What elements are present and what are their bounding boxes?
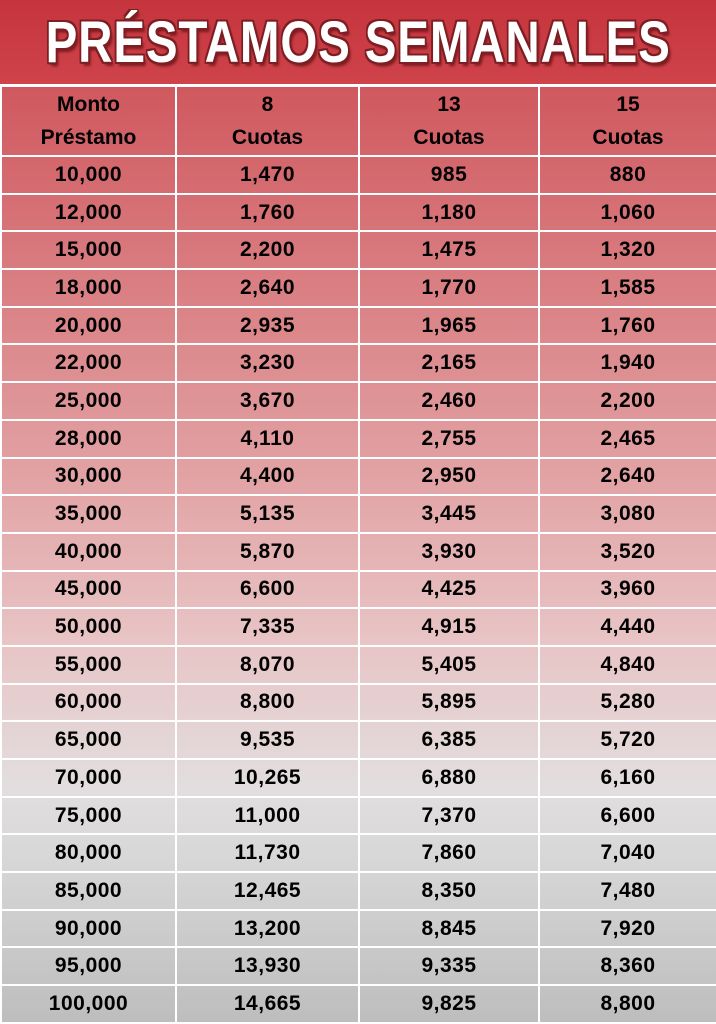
- cell-15-cuotas: 3,960: [539, 571, 716, 609]
- header-13-cuotas-line1: 13: [437, 93, 461, 116]
- table-row: [1, 684, 716, 722]
- cell-8-cuotas: 11,730: [176, 834, 359, 872]
- cell-13-cuotas: 2,460: [359, 382, 539, 420]
- table-row: [1, 420, 716, 458]
- table-row: [1, 608, 716, 646]
- cell-8-cuotas: 7,335: [176, 608, 359, 646]
- header-8-cuotas: [176, 86, 359, 157]
- cell-8-cuotas: 3,670: [176, 382, 359, 420]
- table-row: [1, 985, 716, 1023]
- header-8-cuotas-line1: 8: [261, 93, 274, 116]
- cell-15-cuotas: 2,640: [539, 458, 716, 496]
- cell-monto: 18,000: [1, 269, 176, 307]
- header-15-cuotas: [539, 86, 716, 157]
- cell-13-cuotas: 985: [359, 156, 539, 194]
- header-15-cuotas-line2: Cuotas: [592, 126, 664, 149]
- table-row: [1, 156, 716, 194]
- cell-15-cuotas: 8,800: [539, 985, 716, 1023]
- title-band: [0, 0, 716, 84]
- cell-monto: 22,000: [1, 344, 176, 382]
- cell-monto: 90,000: [1, 910, 176, 948]
- cell-monto: 40,000: [1, 533, 176, 571]
- cell-13-cuotas: 9,825: [359, 985, 539, 1023]
- cell-8-cuotas: 11,000: [176, 797, 359, 835]
- table-body: [1, 156, 716, 1023]
- cell-8-cuotas: 13,930: [176, 947, 359, 985]
- cell-monto: 10,000: [1, 156, 176, 194]
- cell-13-cuotas: 8,350: [359, 872, 539, 910]
- cell-15-cuotas: 4,440: [539, 608, 716, 646]
- cell-15-cuotas: 1,940: [539, 344, 716, 382]
- page-title: PRÉSTAMOS SEMANALES: [45, 9, 671, 75]
- cell-monto: 50,000: [1, 608, 176, 646]
- cell-13-cuotas: 9,335: [359, 947, 539, 985]
- table-row: [1, 910, 716, 948]
- cell-8-cuotas: 12,465: [176, 872, 359, 910]
- cell-monto: 85,000: [1, 872, 176, 910]
- cell-8-cuotas: 13,200: [176, 910, 359, 948]
- cell-15-cuotas: 6,600: [539, 797, 716, 835]
- table-row: [1, 458, 716, 496]
- cell-15-cuotas: 3,520: [539, 533, 716, 571]
- table-row: [1, 571, 716, 609]
- cell-monto: 20,000: [1, 307, 176, 345]
- cell-8-cuotas: 5,870: [176, 533, 359, 571]
- cell-8-cuotas: 8,070: [176, 646, 359, 684]
- cell-8-cuotas: 2,200: [176, 231, 359, 269]
- header-15-cuotas-line1: 15: [616, 93, 640, 116]
- table-row: [1, 194, 716, 232]
- cell-15-cuotas: 7,480: [539, 872, 716, 910]
- cell-monto: 60,000: [1, 684, 176, 722]
- cell-13-cuotas: 6,880: [359, 759, 539, 797]
- cell-13-cuotas: 1,180: [359, 194, 539, 232]
- header-13-cuotas: [359, 86, 539, 157]
- cell-15-cuotas: 5,280: [539, 684, 716, 722]
- cell-8-cuotas: 1,760: [176, 194, 359, 232]
- table-row: [1, 344, 716, 382]
- cell-15-cuotas: 3,080: [539, 495, 716, 533]
- cell-13-cuotas: 8,845: [359, 910, 539, 948]
- cell-15-cuotas: 7,040: [539, 834, 716, 872]
- cell-13-cuotas: 3,930: [359, 533, 539, 571]
- cell-13-cuotas: 6,385: [359, 721, 539, 759]
- cell-8-cuotas: 3,230: [176, 344, 359, 382]
- table-row: [1, 834, 716, 872]
- cell-monto: 70,000: [1, 759, 176, 797]
- loan-table-container: [0, 84, 716, 1024]
- cell-15-cuotas: 2,200: [539, 382, 716, 420]
- cell-monto: 100,000: [1, 985, 176, 1023]
- table-row: [1, 759, 716, 797]
- cell-8-cuotas: 2,640: [176, 269, 359, 307]
- cell-monto: 75,000: [1, 797, 176, 835]
- cell-15-cuotas: 1,060: [539, 194, 716, 232]
- cell-8-cuotas: 1,470: [176, 156, 359, 194]
- table-row: [1, 646, 716, 684]
- table-row: [1, 231, 716, 269]
- cell-13-cuotas: 1,770: [359, 269, 539, 307]
- cell-monto: 12,000: [1, 194, 176, 232]
- cell-15-cuotas: 2,465: [539, 420, 716, 458]
- cell-15-cuotas: 4,840: [539, 646, 716, 684]
- cell-13-cuotas: 2,165: [359, 344, 539, 382]
- table-row: [1, 872, 716, 910]
- cell-8-cuotas: 9,535: [176, 721, 359, 759]
- cell-15-cuotas: 880: [539, 156, 716, 194]
- cell-13-cuotas: 4,425: [359, 571, 539, 609]
- cell-8-cuotas: 6,600: [176, 571, 359, 609]
- table-row: [1, 721, 716, 759]
- cell-13-cuotas: 7,370: [359, 797, 539, 835]
- cell-15-cuotas: 1,585: [539, 269, 716, 307]
- cell-monto: 45,000: [1, 571, 176, 609]
- table-row: [1, 947, 716, 985]
- cell-15-cuotas: 1,760: [539, 307, 716, 345]
- cell-monto: 15,000: [1, 231, 176, 269]
- header-13-cuotas-line2: Cuotas: [413, 126, 485, 149]
- cell-8-cuotas: 2,935: [176, 307, 359, 345]
- table-row: [1, 269, 716, 307]
- cell-8-cuotas: 4,110: [176, 420, 359, 458]
- cell-13-cuotas: 4,915: [359, 608, 539, 646]
- cell-15-cuotas: 1,320: [539, 231, 716, 269]
- table-header-row: [1, 86, 716, 157]
- cell-8-cuotas: 10,265: [176, 759, 359, 797]
- cell-monto: 95,000: [1, 947, 176, 985]
- cell-8-cuotas: 14,665: [176, 985, 359, 1023]
- header-monto-line1: Monto: [57, 93, 120, 116]
- cell-13-cuotas: 1,475: [359, 231, 539, 269]
- header-8-cuotas-line2: Cuotas: [231, 126, 304, 149]
- cell-monto: 30,000: [1, 458, 176, 496]
- cell-13-cuotas: 2,755: [359, 420, 539, 458]
- table-row: [1, 533, 716, 571]
- cell-15-cuotas: 8,360: [539, 947, 716, 985]
- table-row: [1, 382, 716, 420]
- table-row: [1, 307, 716, 345]
- loan-table: [0, 84, 716, 1024]
- cell-13-cuotas: 2,950: [359, 458, 539, 496]
- cell-13-cuotas: 5,895: [359, 684, 539, 722]
- header-monto-line2: Préstamo: [40, 126, 137, 149]
- cell-8-cuotas: 8,800: [176, 684, 359, 722]
- cell-monto: 28,000: [1, 420, 176, 458]
- cell-13-cuotas: 5,405: [359, 646, 539, 684]
- cell-monto: 80,000: [1, 834, 176, 872]
- cell-15-cuotas: 6,160: [539, 759, 716, 797]
- table-row: [1, 495, 716, 533]
- cell-13-cuotas: 7,860: [359, 834, 539, 872]
- table-row: [1, 797, 716, 835]
- cell-15-cuotas: 5,720: [539, 721, 716, 759]
- cell-8-cuotas: 4,400: [176, 458, 359, 496]
- cell-monto: 25,000: [1, 382, 176, 420]
- header-monto: [1, 86, 176, 157]
- cell-15-cuotas: 7,920: [539, 910, 716, 948]
- cell-monto: 65,000: [1, 721, 176, 759]
- cell-13-cuotas: 3,445: [359, 495, 539, 533]
- cell-8-cuotas: 5,135: [176, 495, 359, 533]
- cell-monto: 55,000: [1, 646, 176, 684]
- cell-13-cuotas: 1,965: [359, 307, 539, 345]
- cell-monto: 35,000: [1, 495, 176, 533]
